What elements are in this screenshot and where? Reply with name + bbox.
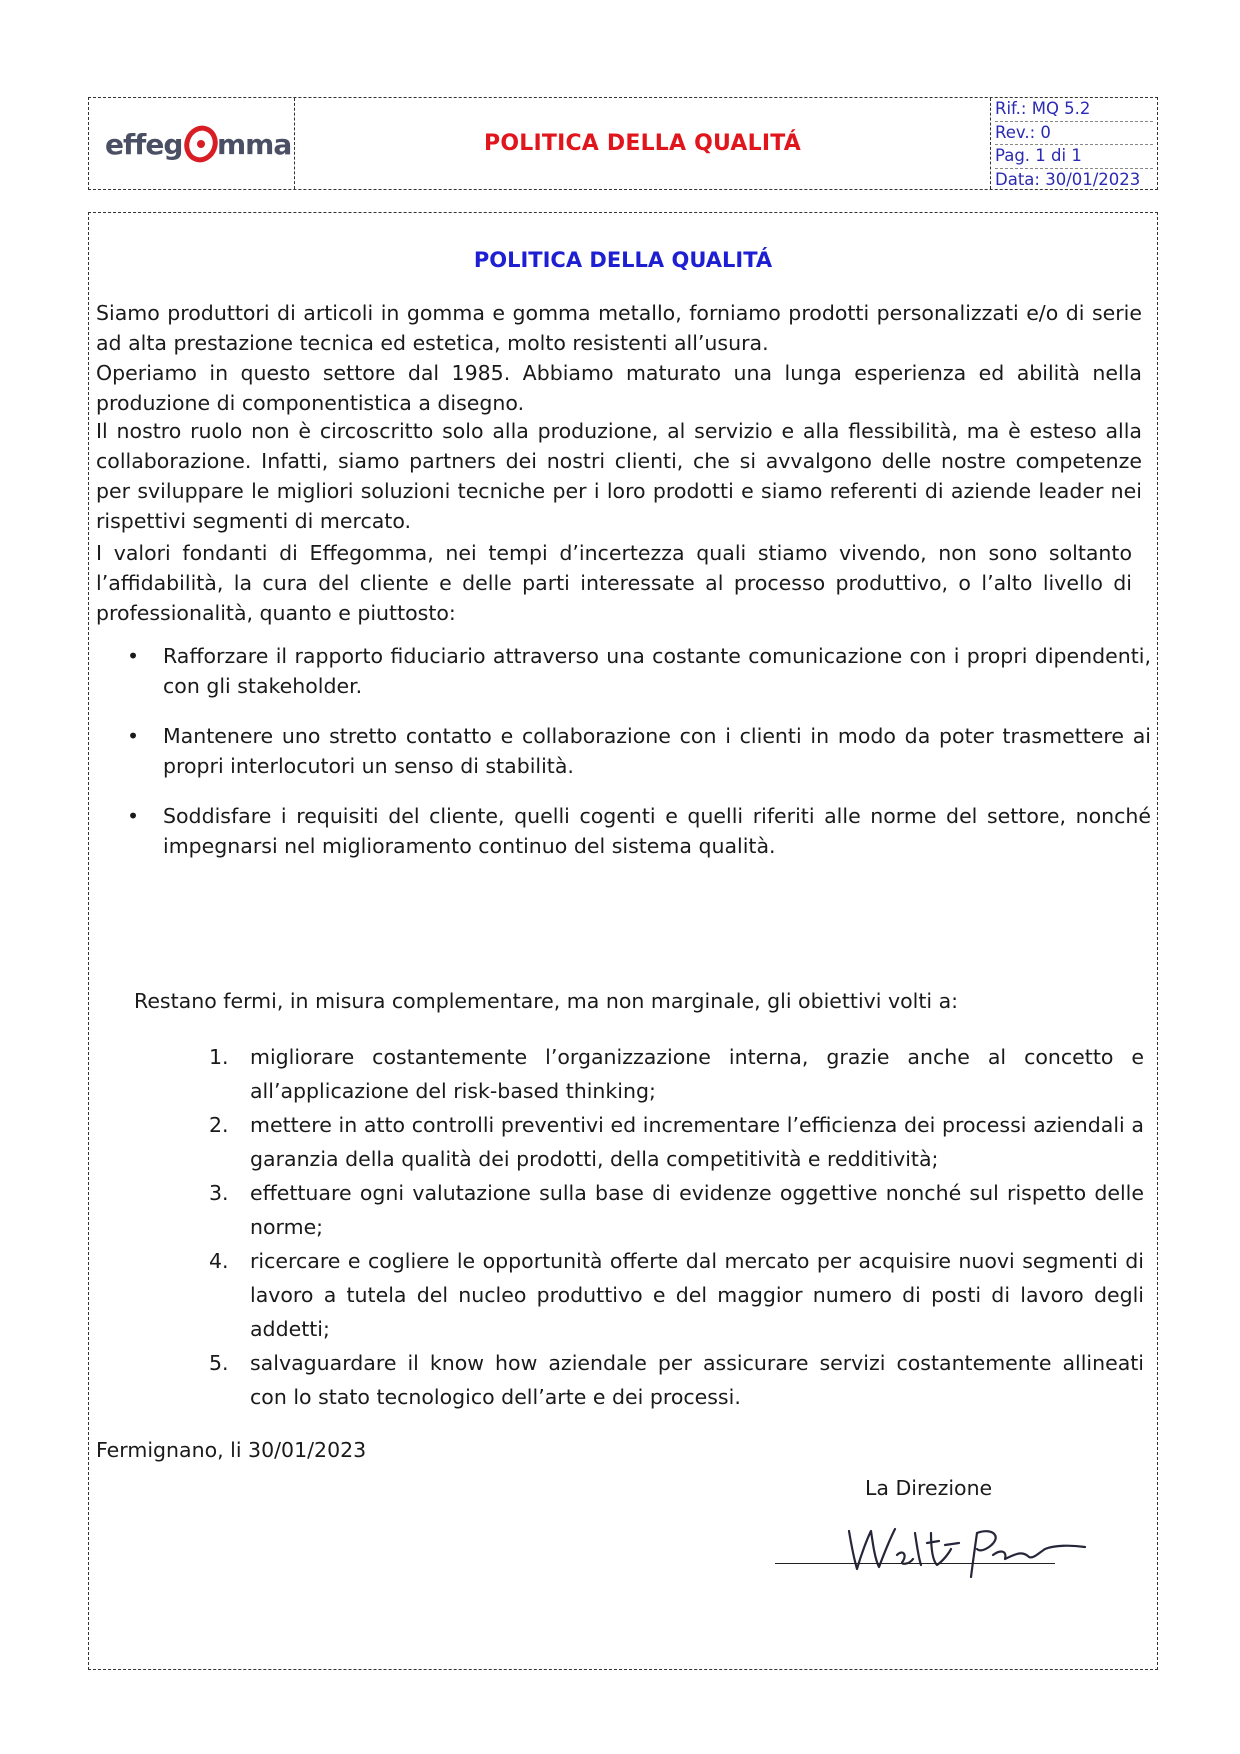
svg-text:mma: mma	[216, 127, 291, 161]
paragraph-intro-line-1: Siamo produttori di articoli in gomma e gomma metallo, forniamo prodotti personalizzati e/o di serie ad alta prestazione tecnica ed estetica, molto resistenti all’usura.	[96, 301, 1142, 355]
company-logo	[89, 98, 295, 189]
list-item	[209, 1176, 1144, 1244]
ref-page: Pag. 1 di 1	[995, 145, 1153, 169]
paragraph-values-text: I valori fondanti di Effegomma, nei tempi d’incertezza quali stiamo vivendo, non sono soltanto l’affidabilità, la cura del cliente e delle parti interessate al processo produttivo, o l’alto livello di professionalità, quanto e piuttosto:	[96, 541, 1132, 625]
svg-text:effeg: effeg	[104, 127, 182, 161]
signer-label: La Direzione	[865, 1476, 993, 1500]
signature-icon	[779, 1503, 1099, 1583]
objectives-list	[209, 1040, 1144, 1414]
list-item-text: migliorare costantemente l’organizzazione interna, grazie anche al concetto e all’applicazione del risk-based thinking;	[250, 1045, 1144, 1103]
list-item-text: mettere in atto controlli preventivi ed incrementare l’efficienza dei processi aziendali a garanzia della qualità dei prodotti, della competitività e redditività;	[250, 1113, 1144, 1171]
list-item-text: ricercare e cogliere le opportunità offerte dal mercato per acquisire nuovi segmenti di lavoro a tutela del nucleo produttivo e del maggior numero di posti di lavoro degli addetti;	[250, 1249, 1144, 1341]
list-item-text: effettuare ogni valutazione sulla base di evidenze oggettive nonché sul rispetto delle norme;	[250, 1181, 1144, 1239]
list-item-text: Soddisfare i requisiti del cliente, quelli cogenti e quelli riferiti alle norme del settore, nonché impegnarsi nel miglioramento continuo del sistema qualità.	[163, 804, 1151, 858]
list-item-number: 4.	[209, 1249, 229, 1273]
list-item-number: 5.	[209, 1351, 229, 1375]
ref-code: Rif.: MQ 5.2	[995, 98, 1153, 122]
header-title: POLITICA DELLA QUALITÁ	[484, 131, 801, 156]
document-reference	[990, 98, 1157, 189]
list-item	[209, 1346, 1144, 1414]
list-item	[209, 1040, 1144, 1108]
list-item	[127, 641, 1151, 701]
list-item	[209, 1244, 1144, 1346]
bullet-icon: •	[127, 644, 140, 668]
place-date: Fermignano, li 30/01/2023	[96, 1438, 367, 1462]
body-title: POLITICA DELLA QUALITÁ	[473, 248, 773, 272]
effegomma-logo-icon	[103, 123, 291, 165]
list-item	[127, 721, 1151, 781]
signature-line	[775, 1563, 1055, 1564]
bullet-icon: •	[127, 724, 140, 748]
ref-revision: Rev.: 0	[995, 122, 1153, 146]
paragraph-values	[96, 538, 1132, 628]
list-item-text: Mantenere uno stretto contatto e collaborazione con i clienti in modo da poter trasmettere ai propri interlocutori un senso di stabilità.	[163, 724, 1151, 778]
bullet-icon: •	[127, 804, 140, 828]
list-item	[127, 801, 1151, 861]
list-item-number: 2.	[209, 1113, 229, 1137]
ref-date: Data: 30/01/2023	[995, 169, 1141, 189]
list-item-text: salvaguardare il know how aziendale per assicurare servizi costantemente allineati con lo stato tecnologico dell’arte e dei processi.	[250, 1351, 1144, 1409]
list-item	[209, 1108, 1144, 1176]
document-header	[88, 97, 1158, 190]
list-item-text: Rafforzare il rapporto fiduciario attraverso una costante comunicazione con i propri dipendenti, con gli stakeholder.	[163, 644, 1151, 698]
list-item-number: 3.	[209, 1181, 229, 1205]
paragraph-role	[96, 416, 1142, 536]
paragraph-role-text: Il nostro ruolo non è circoscritto solo alla produzione, al servizio e alla flessibilità, ma è esteso alla collaborazione. Infatti, siamo partners dei nostri clienti, che si avvalgono delle nostre competenze per sviluppare le migliori soluzioni tecniche per i loro prodotti e siamo referenti di aziende leader nei rispettivi segmenti di mercato.	[96, 419, 1142, 533]
list-item-number: 1.	[209, 1045, 229, 1069]
objectives-intro: Restano fermi, in misura complementare, ma non marginale, gli obiettivi volti a:	[134, 989, 959, 1013]
document-body	[88, 212, 1158, 1670]
paragraph-intro	[96, 298, 1142, 418]
paragraph-intro-line-2: Operiamo in questo settore dal 1985. Abbiamo maturato una lunga esperienza ed abilità nella produzione di componentistica a disegno.	[96, 361, 1142, 415]
